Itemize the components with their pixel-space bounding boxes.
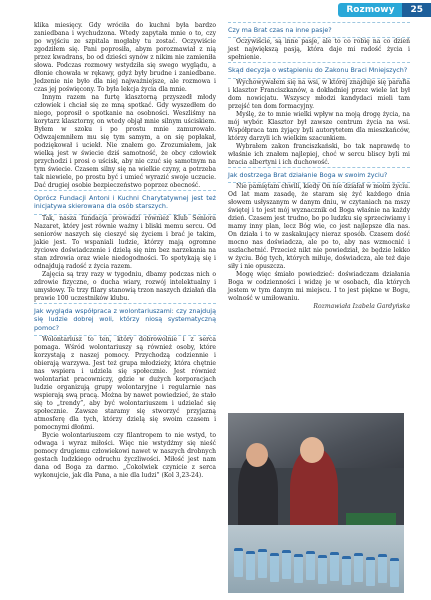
water-bottle — [270, 553, 279, 582]
question-heading: Jak dostrzega Brat działanie Boga w swoim życiu? — [228, 167, 410, 183]
author-credit: Rozmawiała Izabela Gardyńska — [313, 303, 410, 311]
paragraph: Wychowywałem się na wsi, w której znajduje się parafia i klasztor Franciszkanów, a dokładniej przez wiele lat był dom nowicjatu. Wszyscy młodzi kandydaci mieli tam przejść ten dom formacyjny. — [228, 78, 410, 110]
page-number: 25 — [402, 3, 431, 17]
water-bottle — [258, 549, 267, 578]
water-bottle — [246, 551, 255, 580]
paragraph: Myślę, że to mnie wielki wpływ na moją drogę życia, na mój wybór. Klasztor był zawsze centrum życia na wsi. Współpraca tam żyjący byli autorytetem dla mieszkańców, którzy darzyli ich wielkim szacunkiem. — [228, 110, 410, 142]
person-head — [300, 437, 324, 463]
page-header — [338, 0, 431, 20]
paragraph: Wolontariusz to ten, który dobrowolnie i z serca pomaga. Wśród wolontariuszy są również osoby, które korzystają z naszej pomocy. Przychodzą codziennie i obierają warzywa. Jest też grupa młodzieży, która chętnie nas wspiera i udziela się społecznie. Jest również wolontariat pracowniczy, gdzie w dużych korporacjach ludzie organizują grupy wolontaryjne i regularnie nas wspierają swą pracą. Można by nawet powiedzieć, że stało się to „trendy”, aby być wolontariuszem i udzielać się społecznie. Zawsze staramy się stworzyć przyjazną atmosferę dla tych, którzy dzielą się swoim czasem i pomocnymi dłońmi. — [34, 336, 216, 432]
water-bottle — [330, 552, 339, 581]
left-column — [34, 22, 216, 480]
paragraph: Mogę więc śmiało powiedzieć: doświadczam działania Boga w codzienności i widzę je w osobach, dla których jestem w tym danym mi miejscu. I to jest piękne w Bogu, wolność w umiłowaniu. — [228, 271, 410, 303]
question-heading: Oprócz Fundacji Antoni i Kuchni Charytatywnej jest też inicjatywa skierowana dla osób starszych. — [34, 190, 216, 215]
section-label: Rozmowy — [338, 3, 402, 17]
water-bottle — [366, 557, 375, 586]
paragraph: Oczywiście, są inne pasje, ale to co robię na co dzień jest największą pasją, która daje mi radość życia i spełnienie. — [228, 38, 410, 62]
water-bottle — [318, 555, 327, 584]
question-heading: Skąd decyzja o wstąpieniu do Zakonu Braci Mniejszych? — [228, 62, 410, 78]
paragraph: Wybrałem zakon franciszkański, bo tak naprawdę to właśnie ich znałem najlepiej, choć w sercu bliscy byli mi bracia albertyni i ich duchowość. — [228, 142, 410, 166]
right-column — [228, 22, 410, 311]
paragraph: Bycie wolontariuszem czy filantropem to nie wstyd, to odwaga i wyraz miłości. Więc nie wstydźmy się nieść pomocy drugiemu człowiekowi nawet w naszych drobnych gestach ludzkiego odruchu życzliwości. Miłość jest nam dana od Boga za darmo. „Cokolwiek czynicie z serca wykonujcie, jak dla Pana, a nie dla ludzi” (Kol 3,23-24). — [34, 432, 216, 480]
water-bottle — [354, 553, 363, 582]
water-bottle — [306, 551, 315, 580]
water-bottle — [390, 558, 399, 587]
water-bottle — [282, 550, 291, 579]
paragraph: Tak, nasza fundacja prowadzi również Klub Seniora Nazaret, który jest równie ważny i bliski memu sercu. Od seniorów naszych się cieszyć się życiem i brać je takim, jakie jest. To wspaniali ludzie, którzy mają ogromne życiowe doświadczenie i dzielą się nim bez narzekania na stan zdrowia oraz wiele niedogodności. To spotykają się i odnajdują radość z życia razem. — [34, 214, 216, 270]
volunteers-photo — [228, 413, 404, 593]
question-heading: Czy ma Brat czas na inne pasje? — [228, 22, 410, 38]
water-bottle — [234, 548, 243, 577]
water-bottle — [294, 554, 303, 583]
paragraph: Innym razem na furtę klasztorną przyszedł młody człowiek i chciał się ze mną spotkać. Gdy wyszedłem do niego, poprosił o spotkanie na osobności. Weszliśmy na korytarz klasztorny, on wtedy objął mnie silnym uściskiem. Byłem w szoku i po prostu mnie zamurowało. Odwzajemniłem mu się tym samym, a on się popłakał, podziękował i uciekł. Nie znałem go. Zrozumiałem, jak wielką jest w świecie dziś samotność, że obcy człowiek przychodzi i prosi o uścisk, aby nie czuć się samotnym na tym świecie. Czasem silny się na wielkie czyny, a potrzeba tak niewiele, po prostu być i umieć wyrazić swoje uczucie. Dać drugiej osobie bezpieczeństwo poprzez obecność. — [34, 94, 216, 189]
water-bottle — [342, 556, 351, 585]
paragraph: klika miesięcy. Gdy wróciła do kuchni była bardzo zaniedbana i wychudzona. Wtedy zapytała mnie o to, czy po wyjściu ze szpitala mogłaby tu zostać. Oczywiście zgodziłem się. Pani poprosiła, abym porozmawiał z nią przez kwadrans, bo od dzieści synów z nikim nie zamieniła słowa. Podczas rozmowy wstydziła się swego wyglądu, a dłonie chowała w rękawy, gdyż były brudne i zaniedbane. Jedzenie nie było dla niej najważniejsze, ale rozmowa i czas jej poświęcony. To była lekcja życia dla mnie. — [34, 22, 216, 93]
water-bottle — [378, 554, 387, 583]
paragraph: Zajęcia są trzy razy w tygodniu, dbamy podczas nich o zdrowie fizyczne, o ducha wiary, rozwój intelektualny i umysłowy. Te trzy filary stanowią trzon naszych działań dla prawie 100 uczestników klubu. — [34, 270, 216, 302]
question-heading: Jak wygląda współpraca z wolontariuszami: czy znajdują się ludzie dobrej woli, którzy niosą systematyczną pomoc? — [34, 303, 216, 336]
paragraph: Nie pamiętam chwili, kiedy On nie działał w moim życiu. Od lat mam zasadę, że staram się żyć każdego dnia słowem usłyszanym w danym dniu, w czytaniach na mszy świętej i to jest mój wyznacznik od Boga właśnie na każdy dzień. Czasem jest trudno, bo po ludzku się sprzeciwiamy i mamy inny plan, lecz Bóg wie, co jest najlepsze dla nas. On działa i to w zaskakujący nieraz sposób. Czasem dość mocno nas doświadcza, ale po to, aby nas wzmocnić i uszlachetnić. Przecież nikt nie powiedział, że będzie lekko w życiu. Bóg tych, których miłuje, doświadcza, ale też daje siły i nie opuszcza. — [228, 183, 410, 271]
person-head — [246, 443, 268, 467]
